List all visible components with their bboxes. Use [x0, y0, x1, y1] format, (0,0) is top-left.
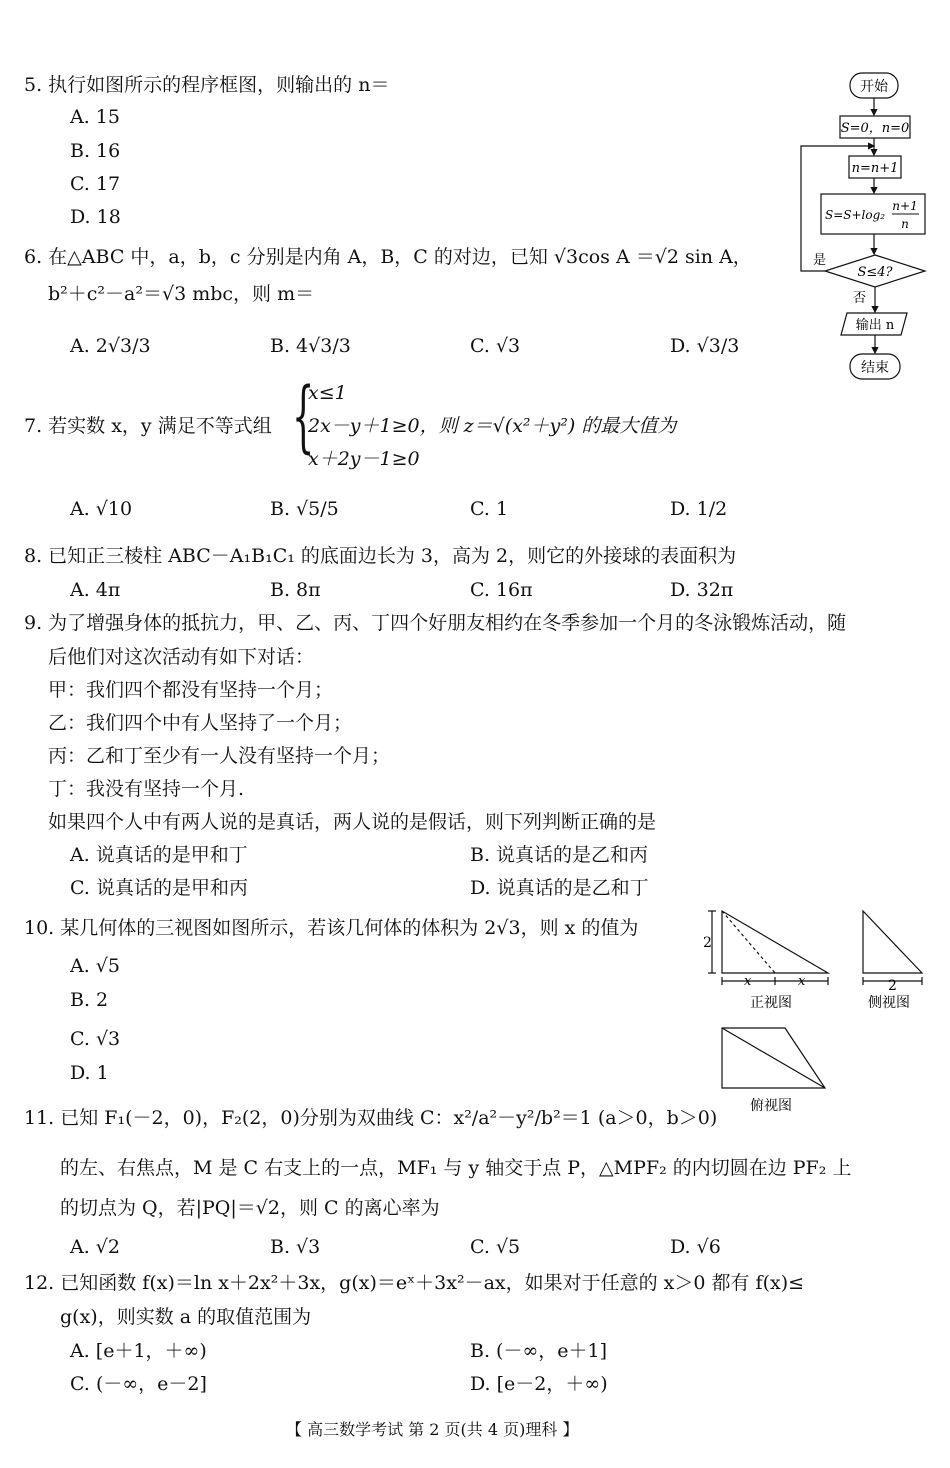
- flow-output-text: 输出 n: [855, 318, 895, 333]
- q7-brace: {: [292, 372, 315, 462]
- q8-option-c: C. 16π: [470, 579, 533, 601]
- flow-yes-label: 是: [813, 253, 827, 268]
- q5-option-c: C. 17: [70, 173, 121, 195]
- q7-option-a: A. √10: [70, 498, 133, 520]
- dim-height: 2: [703, 935, 712, 951]
- q11-line2: 的左、右焦点，M 是 C 右支上的一点，MF₁ 与 y 轴交于点 P，△MPF₂ 的内切圆在边 PF₂ 上: [60, 1157, 852, 1179]
- page-footer: 【 高三数学考试 第 2 页(共 4 页)理科 】: [286, 1420, 579, 1439]
- flow-update-den: n: [901, 217, 909, 231]
- q12-line2: g(x)，则实数 a 的取值范围为: [60, 1306, 312, 1328]
- flow-no-label: 否: [853, 291, 867, 306]
- q6-option-a: A. 2√3/3: [70, 335, 151, 357]
- q9-option-c: C. 说真话的是甲和丙: [70, 877, 248, 899]
- q6-option-d: D. √3/3: [670, 335, 740, 357]
- dim-x-right: x: [798, 974, 806, 989]
- q9-question: 如果四个人中有两人说的是真话，两人说的是假话，则下列判断正确的是: [48, 811, 657, 833]
- q6-option-c: C. √3: [470, 335, 521, 357]
- q10-option-b: B. 2: [70, 989, 109, 1011]
- side-view-shape: [863, 911, 922, 973]
- q7-option-b: B. √5/5: [270, 498, 339, 520]
- q6-option-b: B. 4√3/3: [270, 335, 351, 357]
- q7-cond1: x≤1: [308, 382, 347, 404]
- dim-side: 2: [888, 978, 897, 994]
- q6-line1: 6. 在△ABC 中，a，b，c 分别是内角 A，B，C 的对边，已知 √3cos A ＝√2 sin A，: [24, 246, 752, 268]
- q11-option-c: C. √5: [470, 1236, 521, 1258]
- flow-update-num: n+1: [892, 199, 918, 213]
- three-views-figure: [700, 903, 940, 1118]
- q5-stem: 5. 执行如图所示的程序框图，则输出的 n＝: [24, 74, 390, 96]
- q7-cond2: 2x－y＋1≥0，则 z＝√(x²＋y²) 的最大值为: [308, 415, 677, 437]
- label-side-view: 侧视图: [868, 995, 910, 1011]
- q5-option-b: B. 16: [70, 140, 121, 162]
- q9-option-b: B. 说真话的是乙和丙: [470, 844, 649, 866]
- q5-option-a: A. 15: [70, 106, 120, 128]
- q8-stem: 8. 已知正三棱柱 ABC－A₁B₁C₁ 的底面边长为 3，高为 2，则它的外接球的表面积为: [24, 545, 737, 567]
- flow-update-text: S=S+log₂: [825, 208, 886, 222]
- q5-option-d: D. 18: [70, 206, 121, 228]
- front-view-shape: [722, 911, 828, 973]
- flow-cond-text: S≤4?: [857, 265, 893, 280]
- q8-option-d: D. 32π: [670, 579, 734, 601]
- q7-option-c: C. 1: [470, 498, 509, 520]
- q12-option-a: A. [e＋1，＋∞): [70, 1340, 207, 1362]
- q12-option-b: B. (－∞，e＋1]: [470, 1340, 608, 1362]
- q11-option-a: A. √2: [70, 1236, 120, 1258]
- flow-end-text: 结束: [861, 360, 889, 376]
- flow-init-text: S=0，n=0: [840, 121, 910, 136]
- q9-yi: 乙：我们四个中有人坚持了一个月；: [48, 712, 353, 734]
- q10-option-d: D. 1: [70, 1062, 109, 1084]
- q12-option-d: D. [e－2，＋∞): [470, 1373, 608, 1395]
- q11-option-d: D. √6: [670, 1236, 721, 1258]
- flow-start-text: 开始: [860, 79, 888, 95]
- q11-line3: 的切点为 Q，若|PQ|＝√2，则 C 的离心率为: [60, 1197, 440, 1219]
- q7-prefix: 7. 若实数 x，y 满足不等式组: [24, 415, 272, 437]
- label-front-view: 正视图: [750, 995, 792, 1011]
- q6-line2: b²＋c²－a²＝√3 mbc，则 m＝: [48, 283, 315, 305]
- q9-option-a: A. 说真话的是甲和丁: [70, 844, 248, 866]
- q9-option-d: D. 说真话的是乙和丁: [470, 877, 649, 899]
- q9-line2: 后他们对这次活动有如下对话：: [48, 646, 315, 668]
- q10-stem: 10. 某几何体的三视图如图所示，若该几何体的体积为 2√3，则 x 的值为: [24, 917, 639, 939]
- q12-line1: 12. 已知函数 f(x)＝ln x＋2x²＋3x，g(x)＝eˣ＋3x²－ax，如果对于任意的 x＞0 都有 f(x)≤: [24, 1272, 805, 1294]
- flow-step-text: n=n+1: [851, 161, 899, 176]
- q12-option-c: C. (－∞，e－2]: [70, 1373, 207, 1395]
- q11-option-b: B. √3: [270, 1236, 321, 1258]
- flowchart: [795, 68, 945, 388]
- q8-option-a: A. 4π: [70, 579, 121, 601]
- label-top-view: 俯视图: [750, 1098, 792, 1114]
- q7-cond3: x＋2y－1≥0: [308, 448, 420, 470]
- q11-line1: 11. 已知 F₁(－2，0)，F₂(2，0)分别为双曲线 C：x²/a²－y²/b²＝1 (a＞0，b＞0): [24, 1107, 718, 1129]
- q7-option-d: D. 1/2: [670, 498, 728, 520]
- q10-option-a: A. √5: [70, 955, 120, 977]
- q9-line1: 9. 为了增强身体的抵抗力，甲、乙、丙、丁四个好朋友相约在冬季参加一个月的冬泳锻炼活动，随: [24, 612, 847, 634]
- q8-option-b: B. 8π: [270, 579, 321, 601]
- q9-bing: 丙：乙和丁至少有一人没有坚持一个月；: [48, 745, 391, 767]
- q9-jia: 甲：我们四个都没有坚持一个月；: [48, 679, 334, 701]
- dim-x-left: x: [744, 974, 752, 989]
- q9-ding: 丁：我没有坚持一个月.: [48, 778, 245, 800]
- q10-option-c: C. √3: [70, 1028, 121, 1050]
